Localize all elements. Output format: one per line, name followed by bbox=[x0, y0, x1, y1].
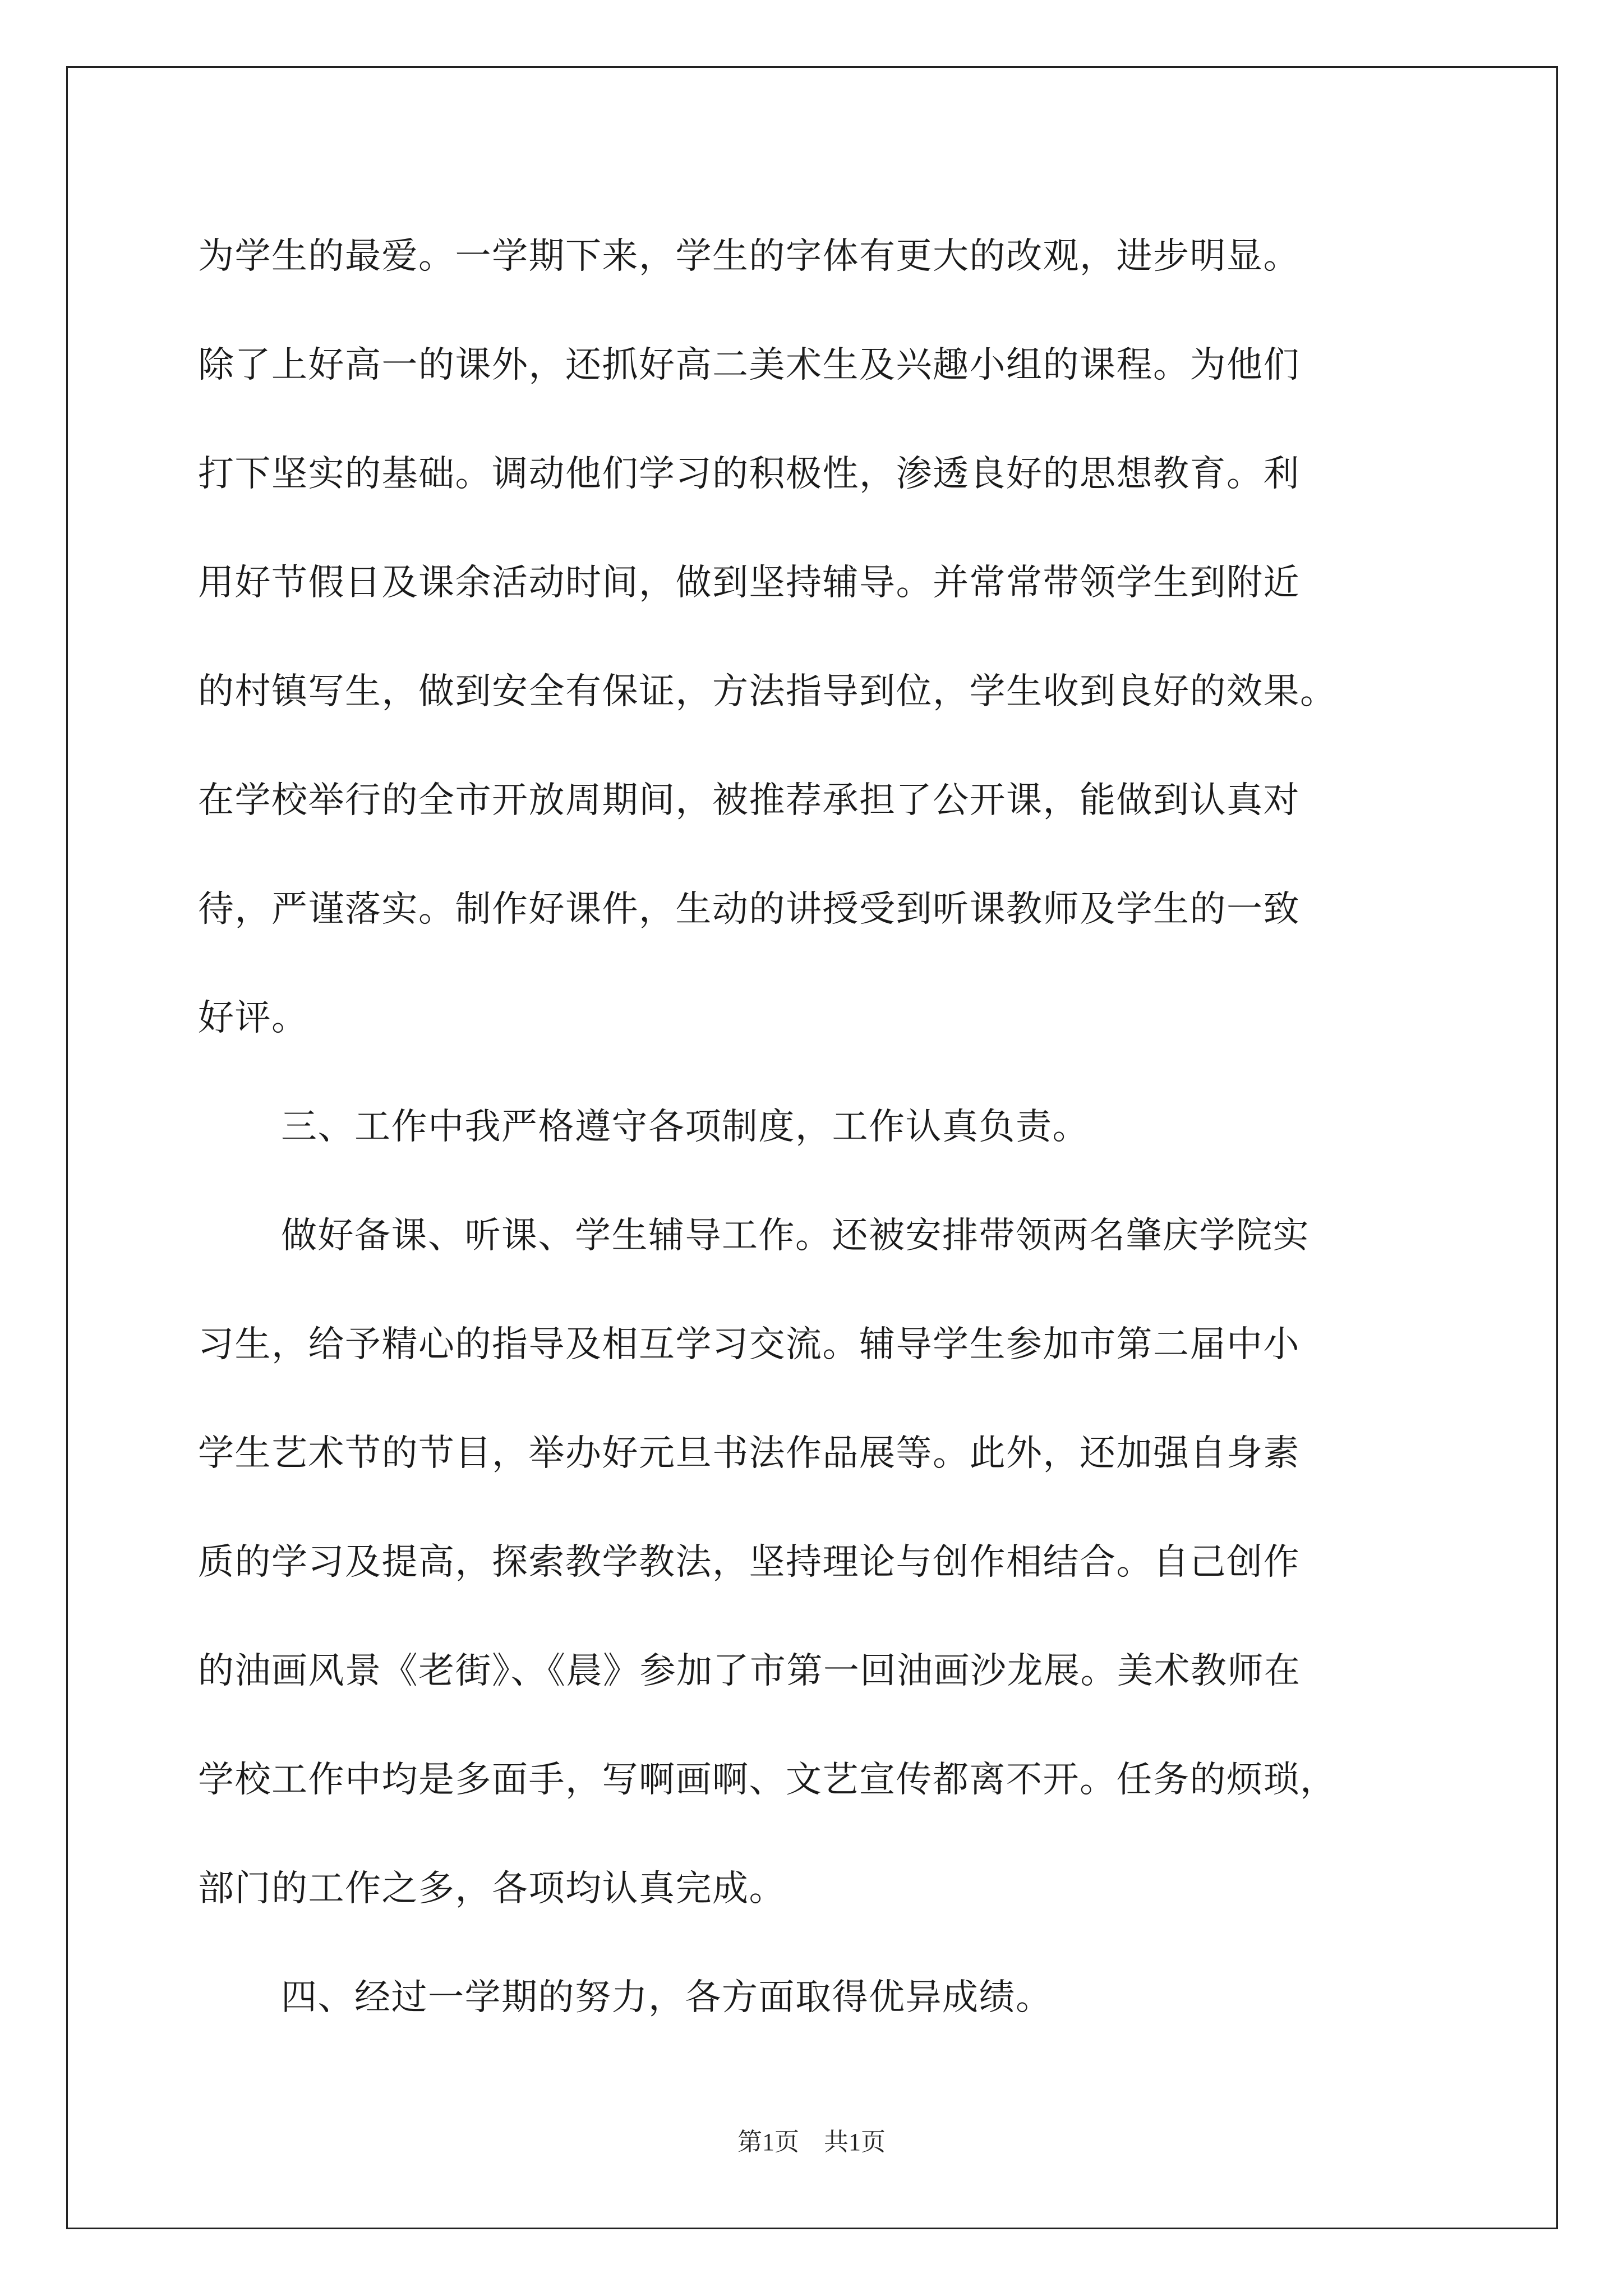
text-line-7: 待，严谨落实。制作好课件，生动的讲授受到听课教师及学生的一致 bbox=[198, 889, 1300, 930]
text-line-6: 在学校举行的全市开放周期间，被推荐承担了公开课，能做到认真对 bbox=[198, 780, 1300, 821]
text-line-12: 学生艺术节的节目，举办好元旦书法作品展等。此外，还加强自身素 bbox=[198, 1433, 1300, 1474]
text-line-3: 打下坚实的基础。调动他们学习的积极性，渗透良好的思想教育。利 bbox=[198, 453, 1300, 495]
document-body bbox=[198, 202, 1454, 2052]
text-line-15: 学校工作中均是多面手，写啊画啊、文艺宣传都离不开。任务的烦琐， bbox=[198, 1759, 1337, 1801]
text-line-4: 用好节假日及课余活动时间，做到坚持辅导。并常常带领学生到附近 bbox=[198, 562, 1300, 604]
text-line-16: 部门的工作之多，各项均认真完成。 bbox=[198, 1868, 786, 1910]
text-line-13: 质的学习及提高，探索教学教法，坚持理论与创作相结合。自己创作 bbox=[198, 1542, 1300, 1583]
text-line-2: 除了上好高一的课外，还抓好高二美术生及兴趣小组的课程。为他们 bbox=[198, 344, 1300, 386]
section-heading-4: 四、经过一学期的努力，各方面取得优异成绩。 bbox=[281, 1977, 1053, 2018]
text-line-5: 的村镇写生，做到安全有保证，方法指导到位，学生收到良好的效果。 bbox=[198, 671, 1337, 712]
section-heading-3: 三、工作中我严格遵守各项制度，工作认真负责。 bbox=[281, 1106, 1089, 1148]
page-number-footer: 第1页 共1页 bbox=[737, 2128, 886, 2156]
text-line-1: 为学生的最爱。一学期下来，学生的字体有更大的改观，进步明显。 bbox=[198, 236, 1300, 277]
text-line-11: 习生，给予精心的指导及相互学习交流。辅导学生参加市第二届中小 bbox=[198, 1324, 1300, 1365]
text-line-14: 的油画风景《老街》、《晨》参加了市第一回油画沙龙展。美术教师在 bbox=[198, 1650, 1301, 1692]
text-line-8: 好评。 bbox=[198, 997, 308, 1039]
text-line-10: 做好备课、听课、学生辅导工作。还被安排带领两名肇庆学院实 bbox=[281, 1215, 1310, 1257]
